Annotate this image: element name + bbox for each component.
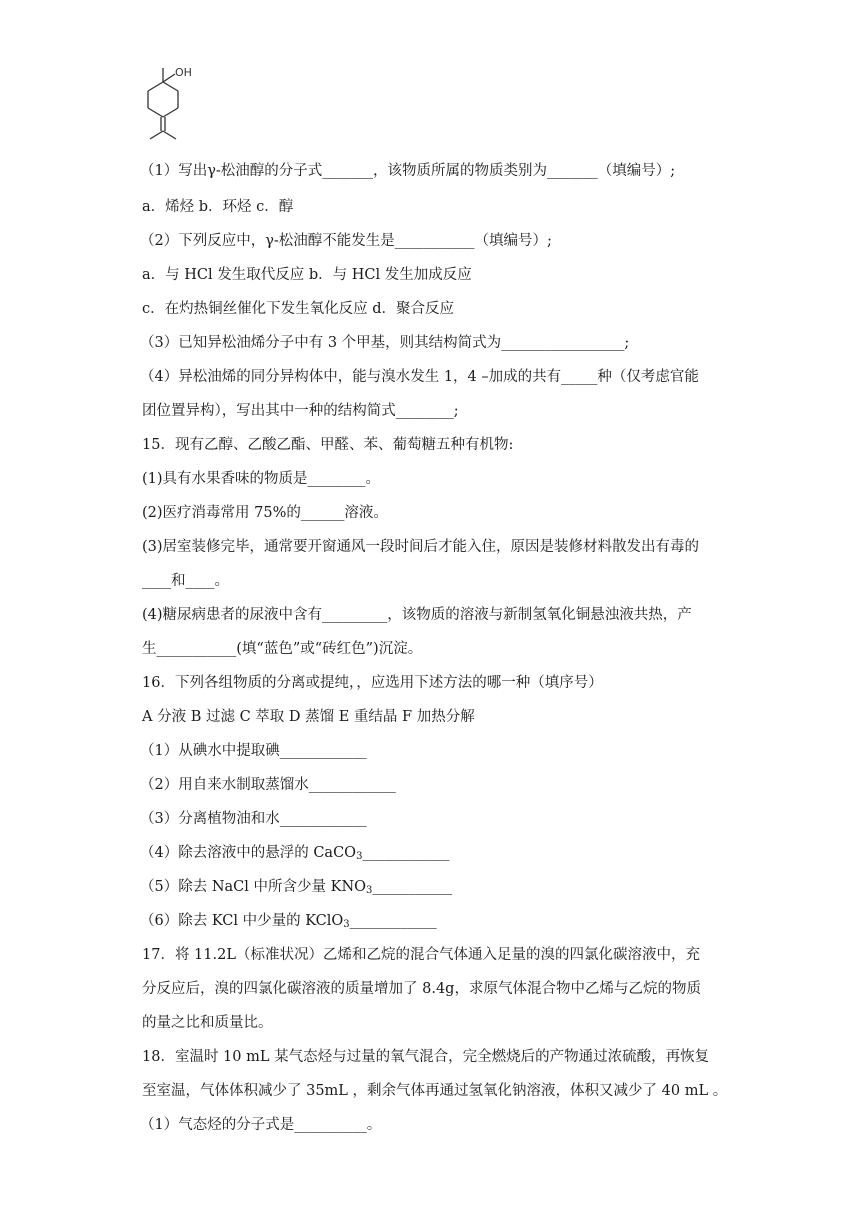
q15-part4-cont: 生___________(填“蓝色”或“砖红色”)沉淀。 (142, 641, 423, 657)
q16-part4: （4）除去溶液中的悬浮的 CaCO$_3$____________ (140, 845, 450, 862)
q17-line3: 的量之比和质量比。 (142, 1015, 273, 1031)
q17-line1: 17．将 11.2L（标准状况）乙烯和乙烷的混合气体通入足量的溴的四氯化碳溶液中，充 (142, 947, 700, 963)
q15-part1: (1)具有水果香味的物质是________。 (142, 471, 381, 487)
q14-part1: （1）写出γ-松油醇的分子式_______，该物质所属的物质类别为_______（填编号）; (140, 163, 676, 179)
molecule-oh-label: OH (175, 66, 192, 79)
q14-part2: （2）下列反应中，γ-松油醇不能发生是___________（填编号）; (140, 233, 552, 249)
q17-line2: 分反应后，溴的四氯化碳溶液的质量增加了 8.4g，求原气体混合物中乙烯与乙烷的物质 (142, 981, 701, 997)
q16-part3: （3）分离植物油和水____________ (140, 811, 367, 827)
q15-part4: (4)糖尿病患者的尿液中含有_________，该物质的溶液与新制氢氧化铜悬浊液共热，产 (142, 607, 692, 623)
q14-option-cd: c．在灼热铜丝催化下发生氧化反应 d．聚合反应 (142, 301, 455, 317)
q14-part3: （3）已知异松油烯分子中有 3 个甲基，则其结构简式为_________________; (140, 335, 630, 351)
q16-methods: A 分液 B 过滤 C 萃取 D 蒸馏 E 重结晶 F 加热分解 (142, 709, 475, 725)
q15-stem: 15．现有乙醇、乙酸乙酯、甲醛、苯、葡萄糖五种有机物: (142, 437, 514, 453)
gamma-terpineol-structure (140, 60, 200, 150)
q18-part1: （1）气态烃的分子式是__________。 (140, 1117, 382, 1133)
q16-stem: 16．下列各组物质的分离或提纯，，应选用下述方法的哪一种（填序号） (142, 675, 603, 691)
q15-part3: (3)居室装修完毕，通常要开窗通风一段时间后才能入住，原因是装修材料散发出有毒的 (142, 539, 700, 555)
q15-part2: (2)医疗消毒常用 75%的______溶液。 (142, 505, 388, 521)
q14-part4-cont: 团位置异构），写出其中一种的结构简式________; (142, 403, 459, 419)
q18-line2: 至室温，气体体积减少了 35mL ，剩余气体再通过氢氧化钠溶液，体积又减少了 40 mL 。 (142, 1083, 728, 1099)
q14-part4: （4）异松油烯的同分异构体中，能与溴水发生 1，4 –加成的共有_____种（仅考虑官能 (140, 369, 699, 385)
q16-part5: （5）除去 NaCl 中所含少量 $KNO_3\_\_\_\_\_\_\_\_\_\_\_$ (140, 879, 453, 896)
q14-options: a．烯烃 b．环烃 c．醇 (142, 199, 294, 215)
q16-part2: （2）用自来水制取蒸馏水____________ (140, 777, 396, 793)
q16-part6: （6）除去 KCl 中少量的 KClO$_3$____________ (140, 913, 437, 930)
q18-line1: 18．室温时 10 mL 某气态烃与过量的氧气混合，完全燃烧后的产物通过浓硫酸，再恢复 (142, 1049, 710, 1065)
q15-part3-cont: ____和____。 (142, 573, 229, 589)
q14-option-ab: a．与 HCl 发生取代反应 b．与 HCl 发生加成反应 (142, 267, 472, 283)
q16-part1: （1）从碘水中提取碘____________ (140, 743, 367, 759)
